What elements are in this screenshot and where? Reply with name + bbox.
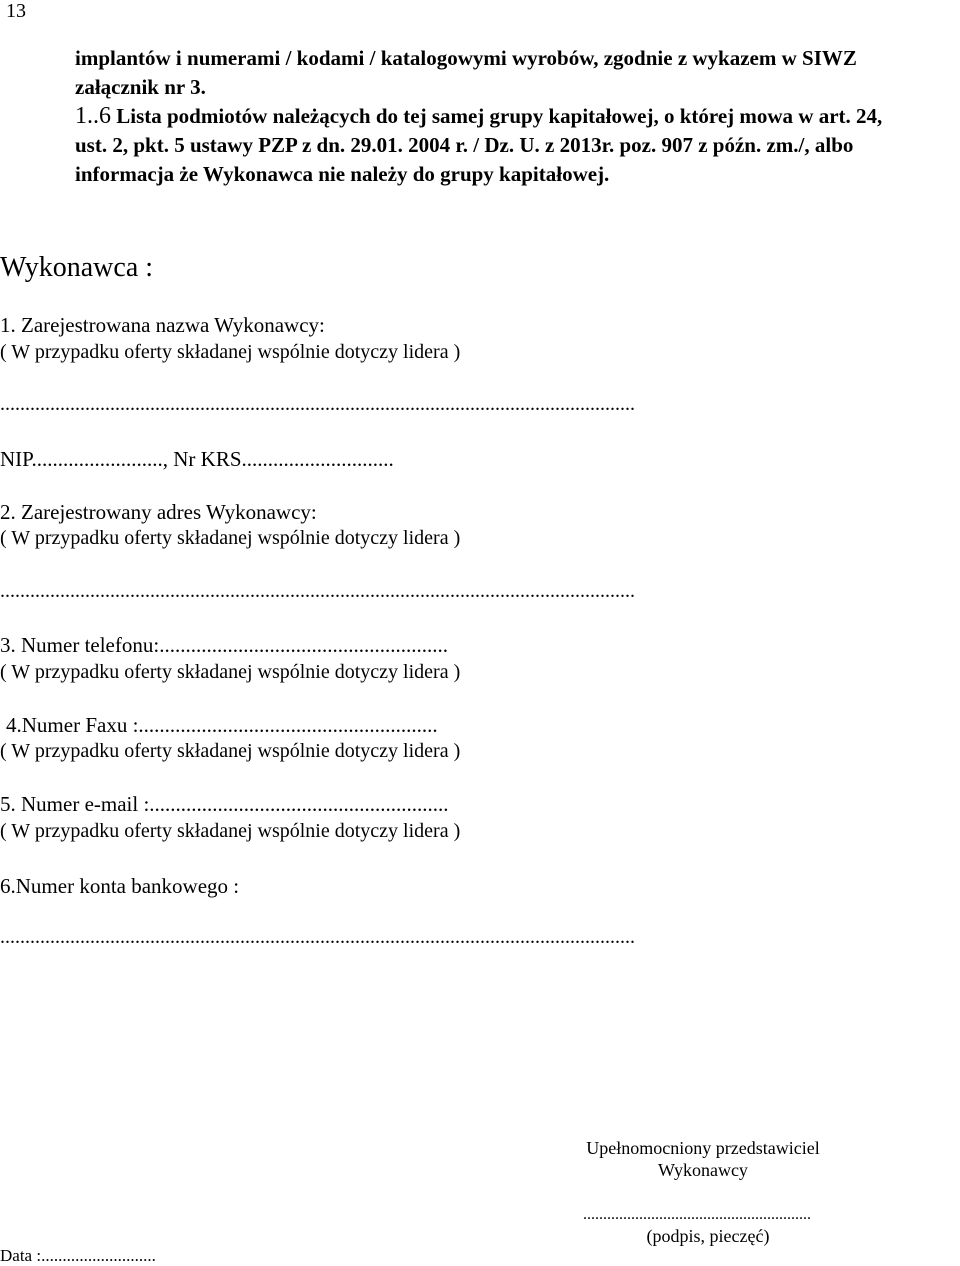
item-text-1: Lista podmiotów należących do tej samej grupy kapitałowej, o której mowa w art. 24, [111,104,883,128]
signature-role-line-1: Upełnomocniony przedstawiciel [586,1138,820,1158]
registered-name-dots: ............................................................................................................................... [0,393,635,415]
intro-paragraph [75,44,955,189]
krs-label: Nr KRS............................. [168,447,394,471]
email-label: 5. Numer e-mail :......................................................... [0,792,449,816]
intro-line-2: załącznik nr 3. [75,75,206,99]
leader-note-3: ( W przypadku oferty składanej wspólnie dotyczy lidera ) [0,661,461,683]
leader-note-2: ( W przypadku oferty składanej wspólnie dotyczy lidera ) [0,527,461,549]
item-number: 1..6 [75,103,111,129]
leader-note-5: ( W przypadku oferty składanej wspólnie dotyczy lidera ) [0,820,461,842]
nip-krs-line [0,447,394,472]
contractor-heading: Wykonawca : [0,252,154,283]
bank-account-label: 6.Numer konta bankowego : [0,874,240,898]
nip-label: NIP........................., [0,447,169,471]
registered-name-label: 1. Zarejestrowana nazwa Wykonawcy: [0,313,325,337]
item-line-1 [75,102,955,131]
intro-line-1: implantów i numerami / kodami / katalogowymi wyrobów, zgodnie z wykazem w SIWZ [75,46,857,70]
phone-label: 3. Numer telefonu:....................................................... [0,633,448,657]
item-line-2: ust. 2, pkt. 5 ustawy PZP z dn. 29.01. 2004 r. / Dz. U. z 2013r. poz. 907 z późn. zm./, albo [75,133,854,157]
registered-address-label: 2. Zarejestrowany adres Wykonawcy: [0,500,317,524]
page-number: 13 [6,0,26,22]
registered-address-dots: ............................................................................................................................... [0,580,635,602]
signature-role-line-2: Wykonawcy [658,1160,748,1180]
item-line-3: informacja że Wykonawca nie należy do grupy kapitałowej. [75,162,610,186]
date-label: Data :........................... [0,1246,156,1265]
fax-label: 4.Numer Faxu :......................................................... [6,713,438,737]
signature-dots: ......................................................... [583,1206,811,1223]
bank-account-dots: ............................................................................................................................... [0,926,635,948]
leader-note-1: ( W przypadku oferty składanej wspólnie dotyczy lidera ) [0,341,461,363]
signature-caption: (podpis, pieczęć) [646,1226,770,1246]
leader-note-4: ( W przypadku oferty składanej wspólnie dotyczy lidera ) [0,740,461,762]
